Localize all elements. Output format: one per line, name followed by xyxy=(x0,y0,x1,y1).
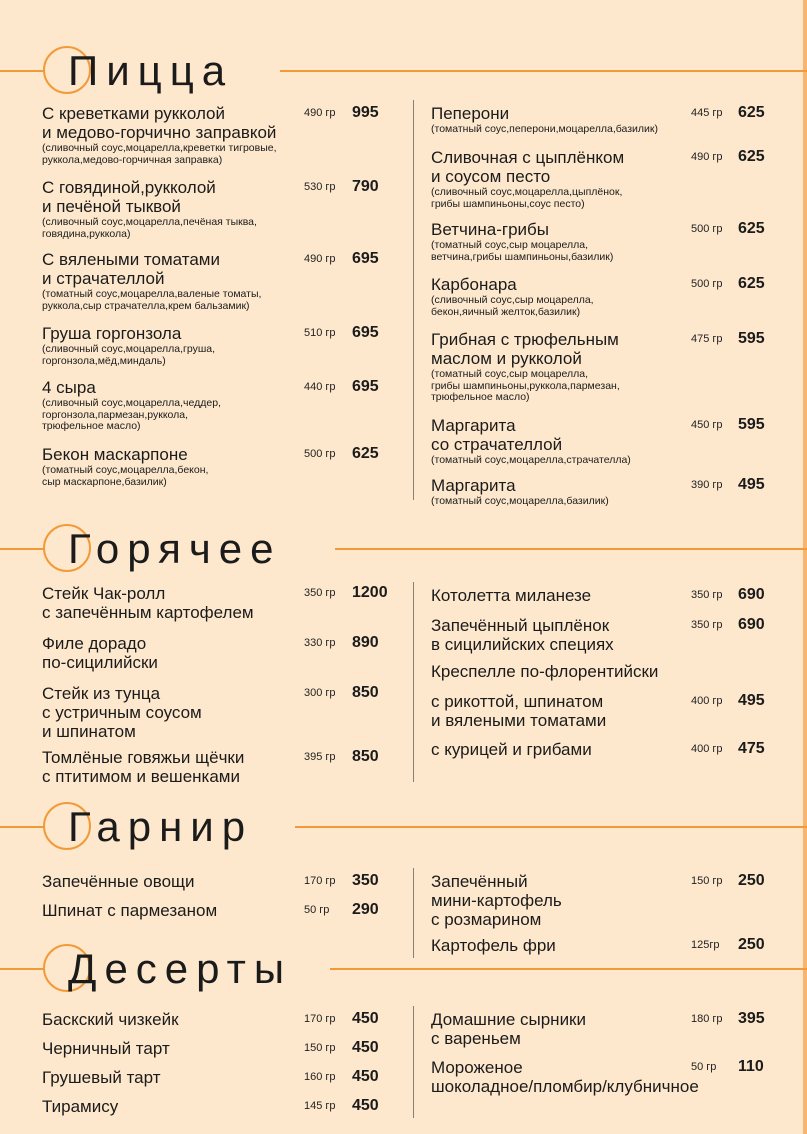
item-weight: 500 гр xyxy=(691,278,723,290)
menu-item xyxy=(431,275,791,318)
item-name: Стейк из тунца с устричным соусом и шпинатом xyxy=(42,684,202,741)
header-rule-left xyxy=(0,826,44,828)
menu-item xyxy=(431,330,791,404)
menu-item xyxy=(42,684,402,741)
item-weight: 475 гр xyxy=(691,333,723,345)
garnish-left-column xyxy=(42,872,402,932)
item-price: 475 xyxy=(738,740,765,757)
header-rule-right xyxy=(295,826,807,828)
item-price: 495 xyxy=(738,692,765,709)
item-name: Карбонара xyxy=(431,275,517,294)
item-description: (томатный соус,моцарелла,валеные томаты, руккола,сыр страчателла,крем бальзамик) xyxy=(42,288,262,312)
hot-left-column xyxy=(42,584,402,794)
item-price: 110 xyxy=(738,1058,764,1075)
item-name: Баскский чизкейк xyxy=(42,1010,179,1029)
pizza-right-column xyxy=(431,104,791,507)
item-description: (сливочный соус,моцарелла,чеддер, горгонзола,пармезан,руккола, трюфельное масло) xyxy=(42,397,221,432)
item-price: 450 xyxy=(352,1010,379,1027)
item-price: 695 xyxy=(352,378,379,395)
item-weight: 150 гр xyxy=(304,1042,336,1054)
item-weight: 500 гр xyxy=(304,448,336,460)
item-price: 695 xyxy=(352,250,379,267)
item-name: Грушевый тарт xyxy=(42,1068,161,1087)
item-price: 450 xyxy=(352,1068,379,1085)
menu-item xyxy=(42,901,402,920)
menu-item xyxy=(42,324,402,367)
menu-item xyxy=(431,104,791,136)
item-name: Запечённый цыплёнок в сицилийских специях xyxy=(431,616,614,654)
menu-item xyxy=(431,692,791,730)
item-name: Мороженое шоколадное/пломбир/клубничное xyxy=(431,1058,699,1096)
item-description: (сливочный соус,сыр моцарелла, бекон,яичный желток,базилик) xyxy=(431,294,594,318)
item-weight: 490 гр xyxy=(304,107,336,119)
menu-item xyxy=(431,1058,791,1096)
item-name: С креветками рукколой и медово-горчично заправкой xyxy=(42,104,277,142)
header-rule-left xyxy=(0,70,44,72)
item-price: 595 xyxy=(738,330,765,347)
item-weight: 125гр xyxy=(691,939,720,951)
desserts-left-column xyxy=(42,1010,402,1120)
menu-item xyxy=(431,1010,791,1048)
item-weight: 395 гр xyxy=(304,751,336,763)
item-name: Пеперони xyxy=(431,104,510,123)
column-divider xyxy=(413,1006,414,1118)
item-description: (сливочный соус,моцарелла,цыплёнок, грибы шампиньоны,соус песто) xyxy=(431,186,623,210)
item-weight: 500 гр xyxy=(691,223,723,235)
item-name: 4 сыра xyxy=(42,378,96,397)
item-name: Филе дорадо по-сицилийски xyxy=(42,634,158,672)
item-name: Тирамису xyxy=(42,1097,119,1116)
item-price: 850 xyxy=(352,684,379,701)
item-weight: 50 гр xyxy=(691,1061,717,1073)
section-title: Пицца xyxy=(68,47,234,94)
item-price: 625 xyxy=(738,148,765,165)
menu-item xyxy=(42,445,402,488)
item-weight: 400 гр xyxy=(691,743,723,755)
item-weight: 530 гр xyxy=(304,181,336,193)
section-title: Горячее xyxy=(68,525,282,572)
item-name: Томлёные говяжьи щёчки с птитимом и вешенками xyxy=(42,748,245,786)
menu-item xyxy=(42,250,402,312)
item-weight: 170 гр xyxy=(304,1013,336,1025)
item-description: (сливочный соус,моцарелла,груша, горгонзола,мёд,миндаль) xyxy=(42,343,216,367)
item-weight: 400 гр xyxy=(691,695,723,707)
item-price: 625 xyxy=(352,445,379,462)
item-weight: 150 гр xyxy=(691,875,723,887)
item-description: (сливочный соус,моцарелла,печёная тыква, говядина,руккола) xyxy=(42,216,257,240)
item-name: С вялеными томатами и страчателлой xyxy=(42,250,220,288)
item-price: 450 xyxy=(352,1039,379,1056)
item-weight: 350 гр xyxy=(691,619,723,631)
header-rule-right xyxy=(330,968,807,970)
header-rule-left xyxy=(0,548,44,550)
pizza-left-column xyxy=(42,104,402,504)
item-description: (сливочный соус,моцарелла,креветки тигровые, руккола,медово-горчичная заправка) xyxy=(42,142,277,166)
item-name: с рикоттой, шпинатом и вялеными томатами xyxy=(431,692,607,730)
column-divider xyxy=(413,582,414,782)
menu-item xyxy=(42,104,402,166)
menu-item xyxy=(42,1068,402,1087)
item-price: 790 xyxy=(352,178,379,195)
item-weight: 490 гр xyxy=(304,253,336,265)
item-description: (томатный соус,моцарелла,базилик) xyxy=(431,495,609,507)
item-price: 690 xyxy=(738,616,765,633)
item-name: Бекон маскарпоне xyxy=(42,445,188,464)
item-description: (томатный соус,моцарелла,бекон, сыр маскарпоне,базилик) xyxy=(42,464,209,488)
item-price: 350 xyxy=(352,872,379,889)
item-price: 995 xyxy=(352,104,379,121)
item-weight: 170 гр xyxy=(304,875,336,887)
item-description: (томатный соус,сыр моцарелла, грибы шампиньоны,руккола,пармезан, трюфельное масло) xyxy=(431,368,620,403)
item-weight: 350 гр xyxy=(304,587,336,599)
item-weight: 510 гр xyxy=(304,327,336,339)
item-description: (томатный соус,моцарелла,страчателла) xyxy=(431,454,631,466)
item-name: Домашние сырники с вареньем xyxy=(431,1010,586,1048)
item-weight: 445 гр xyxy=(691,107,723,119)
item-name: Креспелле по-флорентийски xyxy=(431,662,659,681)
menu-item xyxy=(431,416,791,467)
item-price: 625 xyxy=(738,275,765,292)
item-weight: 390 гр xyxy=(691,479,723,491)
item-name: Запечённый мини-картофель с розмарином xyxy=(431,872,562,929)
menu-item xyxy=(431,586,791,605)
item-name: с курицей и грибами xyxy=(431,740,592,759)
menu-item xyxy=(42,634,402,672)
item-name: Картофель фри xyxy=(431,936,556,955)
header-rule-right xyxy=(280,70,807,72)
menu-item xyxy=(431,476,791,508)
header-rule-right xyxy=(335,548,807,550)
item-name: Грибная с трюфельным маслом и рукколой xyxy=(431,330,619,368)
menu-item xyxy=(42,1010,402,1029)
item-weight: 330 гр xyxy=(304,637,336,649)
item-name: Маргарита xyxy=(431,476,516,495)
item-weight: 50 гр xyxy=(304,904,330,916)
section-header-hot xyxy=(0,520,807,590)
item-price: 695 xyxy=(352,324,379,341)
section-title: Гарнир xyxy=(68,803,254,850)
item-weight: 440 гр xyxy=(304,381,336,393)
item-price: 690 xyxy=(738,586,765,603)
item-price: 250 xyxy=(738,872,765,889)
item-price: 890 xyxy=(352,634,379,651)
section-title: Десерты xyxy=(68,945,293,992)
item-price: 595 xyxy=(738,416,765,433)
item-price: 1200 xyxy=(352,584,388,601)
menu-item xyxy=(42,748,402,786)
item-price: 495 xyxy=(738,476,765,493)
menu-item xyxy=(431,616,791,654)
menu-item xyxy=(431,148,791,210)
item-price: 250 xyxy=(738,936,765,953)
item-weight: 350 гр xyxy=(691,589,723,601)
column-divider xyxy=(413,100,414,500)
menu-item xyxy=(431,872,791,929)
menu-subheading xyxy=(431,662,791,681)
item-weight: 145 гр xyxy=(304,1100,336,1112)
item-name: Маргарита со страчателлой xyxy=(431,416,563,454)
section-header-pizza xyxy=(0,40,807,110)
item-weight: 160 гр xyxy=(304,1071,336,1083)
desserts-right-column xyxy=(431,1010,791,1120)
hot-right-column xyxy=(431,586,791,786)
item-price: 625 xyxy=(738,104,765,121)
item-weight: 300 гр xyxy=(304,687,336,699)
item-name: Груша горгонзола xyxy=(42,324,182,343)
item-name: Котолетта миланезе xyxy=(431,586,592,605)
menu-item xyxy=(42,1039,402,1058)
item-price: 850 xyxy=(352,748,379,765)
item-weight: 490 гр xyxy=(691,151,723,163)
menu-item xyxy=(42,378,402,433)
section-header-desserts xyxy=(0,940,807,1010)
item-description: (томатный соус,сыр моцарелла, ветчина,грибы шампиньоны,базилик) xyxy=(431,239,614,263)
item-name: С говядиной,рукколой и печёной тыквой xyxy=(42,178,216,216)
item-name: Черничный тарт xyxy=(42,1039,170,1058)
item-weight: 180 гр xyxy=(691,1013,723,1025)
item-weight: 450 гр xyxy=(691,419,723,431)
menu-item xyxy=(42,1097,402,1116)
menu-item xyxy=(431,740,791,759)
item-name: Ветчина-грибы xyxy=(431,220,549,239)
item-description: (томатный соус,пеперони,моцарелла,базилик) xyxy=(431,123,659,135)
item-name: Шпинат с пармезаном xyxy=(42,901,218,920)
item-price: 450 xyxy=(352,1097,379,1114)
menu-item xyxy=(42,872,402,891)
header-rule-left xyxy=(0,968,44,970)
item-price: 290 xyxy=(352,901,379,918)
menu-item xyxy=(431,220,791,263)
item-name: Запечённые овощи xyxy=(42,872,195,891)
item-name: Сливочная с цыплёнком и соусом песто xyxy=(431,148,625,186)
menu-item xyxy=(42,178,402,240)
item-price: 395 xyxy=(738,1010,765,1027)
item-price: 625 xyxy=(738,220,765,237)
menu-item xyxy=(42,584,402,622)
section-header-garnish xyxy=(0,798,807,868)
item-name: Стейк Чак-ролл с запечённым картофелем xyxy=(42,584,254,622)
